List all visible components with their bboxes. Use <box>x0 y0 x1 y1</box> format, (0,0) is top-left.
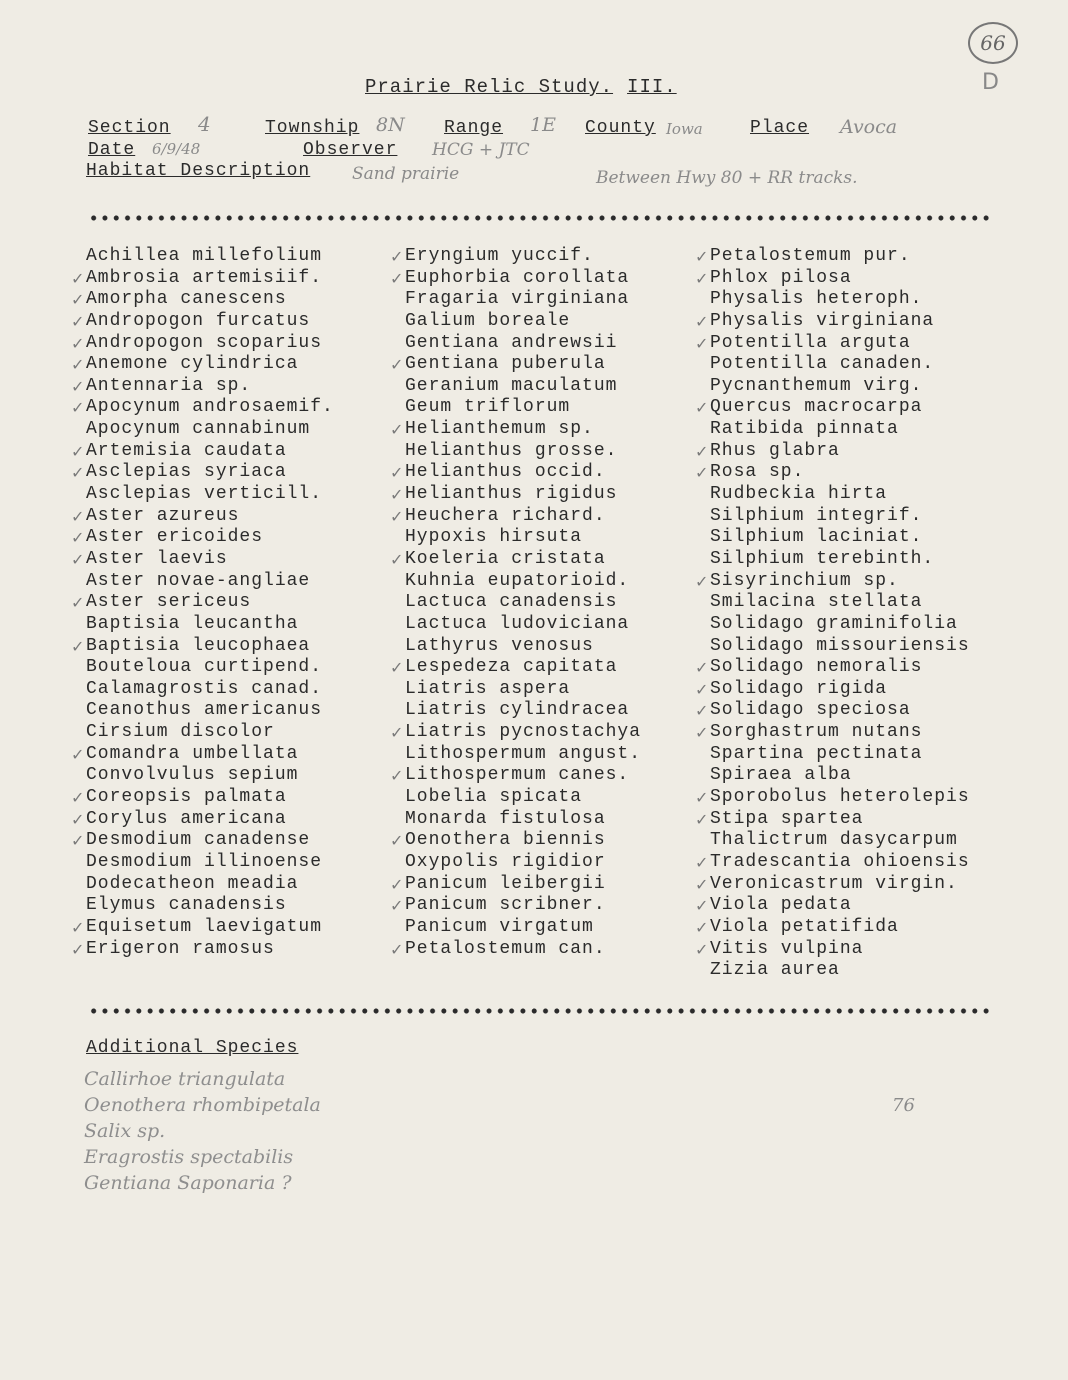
species-item: ✓ Antennaria sp. <box>86 376 334 398</box>
date-value: 6/9/48 <box>152 140 201 158</box>
corner-letter: D <box>982 70 999 95</box>
species-item: Geum triflorum <box>405 397 571 418</box>
section-value: 4 <box>198 112 211 136</box>
observer-label: Observer <box>303 140 398 160</box>
species-item: ✓ Eryngium yuccif. <box>405 246 641 268</box>
species-item: Liatris cylindracea <box>405 700 630 721</box>
species-item: ✓ Petalostemum pur. <box>710 246 970 268</box>
species-item: ✓ Asclepias syriaca <box>86 462 334 484</box>
species-item: ✓ Helianthemum sp. <box>405 419 641 441</box>
species-item: ✓ Panicum leibergii <box>405 874 641 896</box>
species-item: ✓ Veronicastrum virgin. <box>710 874 970 896</box>
species-item: ✓ Ambrosia artemisiif. <box>86 268 334 290</box>
species-item: Ratibida pinnata <box>710 419 899 440</box>
species-item: Spartina pectinata <box>710 743 923 764</box>
species-item: Monarda fistulosa <box>405 808 606 829</box>
species-item: Solidago graminifolia <box>710 613 958 634</box>
species-item: Lathyrus venosus <box>405 635 594 656</box>
species-item: Convolvulus sepium <box>86 765 299 786</box>
species-item: ✓ Helianthus rigidus <box>405 484 641 506</box>
species-item: Potentilla canaden. <box>710 354 935 375</box>
species-item: ✓ Lithospermum canes. <box>405 765 641 787</box>
species-item: ✓ Solidago rigida <box>710 679 970 701</box>
species-item: Lithospermum angust. <box>405 743 642 764</box>
species-item: ✓ Stipa spartea <box>710 809 970 831</box>
title-part: III. <box>627 76 677 98</box>
title-main: Prairie Relic Study. <box>365 76 614 98</box>
species-item: Gentiana andrewsii <box>405 332 618 353</box>
species-item: ✓ Vitis vulpina <box>710 939 970 961</box>
species-item: Pycnanthemum virg. <box>710 375 923 396</box>
county-label: County <box>585 118 656 138</box>
species-item: ✓ Panicum scribner. <box>405 895 641 917</box>
species-item: ✓ Corylus americana <box>86 809 334 831</box>
species-item: ✓ Physalis virginiana <box>710 311 970 333</box>
species-item: ✓ Sorghastrum nutans <box>710 722 970 744</box>
species-item: ✓ Rosa sp. <box>710 462 970 484</box>
species-item: ✓ Baptisia leucophaea <box>86 636 334 658</box>
species-item: Dodecatheon meadia <box>86 873 299 894</box>
species-column-1 <box>86 246 334 960</box>
section-label: Section <box>88 118 171 138</box>
species-item: ✓ Amorpha canescens <box>86 289 334 311</box>
species-item: ✓ Andropogon scoparius <box>86 333 334 355</box>
species-item: Helianthus grosse. <box>405 440 618 461</box>
species-item: ✓ Solidago nemoralis <box>710 657 970 679</box>
species-item: ✓ Aster sericeus <box>86 592 334 614</box>
species-item: ✓ Equisetum laevigatum <box>86 917 334 939</box>
county-value: Iowa <box>666 120 703 138</box>
additional-species-item: Gentiana Saponaria ? <box>84 1172 292 1194</box>
species-item: Physalis heteroph. <box>710 289 923 310</box>
species-item: ✓ Sporobolus heterolepis <box>710 787 970 809</box>
page-title <box>365 76 677 98</box>
dotted-divider-top <box>88 214 993 222</box>
additional-species-heading: Additional Species <box>86 1038 299 1058</box>
species-item: Zizia aurea <box>710 960 840 981</box>
range-value: 1E <box>530 114 556 136</box>
additional-species-item: Callirhoe triangulata <box>84 1068 286 1090</box>
species-item: Kuhnia eupatorioid. <box>405 570 630 591</box>
additional-species-item: Salix sp. <box>84 1120 166 1142</box>
species-item: Liatris aspera <box>405 678 571 699</box>
species-item: ✓ Artemisia caudata <box>86 441 334 463</box>
habitat-value: Sand prairie <box>352 164 460 184</box>
species-item: ✓ Petalostemum can. <box>405 939 641 961</box>
species-item: ✓ Gentiana puberula <box>405 354 641 376</box>
date-label: Date <box>88 140 136 160</box>
species-item: Rudbeckia hirta <box>710 484 888 505</box>
species-item: Hypoxis hirsuta <box>405 527 583 548</box>
species-item: ✓ Anemone cylindrica <box>86 354 334 376</box>
species-item: Geranium maculatum <box>405 375 618 396</box>
species-item: Desmodium illinoense <box>86 851 323 872</box>
species-item: ✓ Aster ericoides <box>86 527 334 549</box>
species-item: Solidago missouriensis <box>710 635 970 656</box>
species-column-3 <box>710 246 970 982</box>
place-value: Avoca <box>840 116 898 138</box>
circled-page-number: 66 <box>968 22 1018 64</box>
species-item: ✓ Koeleria cristata <box>405 549 641 571</box>
species-item: ✓ Apocynum androsaemif. <box>86 397 334 419</box>
species-item: Aster novae-angliae <box>86 570 311 591</box>
species-item: Smilacina stellata <box>710 592 923 613</box>
additional-species-list <box>84 1066 321 1196</box>
habitat-note: Between Hwy 80 + RR tracks. <box>596 168 858 188</box>
species-item: Silphium terebinth. <box>710 548 935 569</box>
species-item: Panicum virgatum <box>405 916 594 937</box>
species-item: ✓ Andropogon furcatus <box>86 311 334 333</box>
species-item: ✓ Oenothera biennis <box>405 830 641 852</box>
species-item: Apocynum cannabinum <box>86 419 311 440</box>
species-item: ✓ Heuchera richard. <box>405 506 641 528</box>
species-item: ✓ Viola petatifida <box>710 917 970 939</box>
additional-species-item: Eragrostis spectabilis <box>84 1146 294 1168</box>
township-value: 8N <box>376 114 405 136</box>
species-item: Lobelia spicata <box>405 787 583 808</box>
species-item: Achillea millefolium <box>86 246 323 266</box>
species-item: ✓ Aster laevis <box>86 549 334 571</box>
dotted-divider-bottom <box>88 1007 993 1015</box>
species-item: Ceanothus americanus <box>86 700 323 721</box>
species-item: Baptisia leucantha <box>86 613 299 634</box>
page-number: 76 <box>892 1095 915 1116</box>
species-item: ✓ Aster azureus <box>86 506 334 528</box>
species-item: Calamagrostis canad. <box>86 678 323 699</box>
species-item: Silphium integrif. <box>710 505 923 526</box>
habitat-label: Habitat Description <box>86 161 311 181</box>
species-item: Cirsium discolor <box>86 722 275 743</box>
species-item: Thalictrum dasycarpum <box>710 830 958 851</box>
township-label: Township <box>265 118 360 138</box>
species-item: Elymus canadensis <box>86 895 287 916</box>
species-item: ✓ Desmodium canadense <box>86 830 334 852</box>
species-item: Asclepias verticill. <box>86 484 323 505</box>
species-item: ✓ Sisyrinchium sp. <box>710 571 970 593</box>
species-item: ✓ Euphorbia corollata <box>405 268 641 290</box>
species-item: ✓ Viola pedata <box>710 895 970 917</box>
range-label: Range <box>444 118 504 138</box>
species-item: Fragaria virginiana <box>405 289 630 310</box>
species-item: Spiraea alba <box>710 765 852 786</box>
place-label: Place <box>750 118 810 138</box>
species-item: ✓ Lespedeza capitata <box>405 657 641 679</box>
species-item: ✓ Tradescantia ohioensis <box>710 852 970 874</box>
species-item: ✓ Liatris pycnostachya <box>405 722 641 744</box>
species-item: Bouteloua curtipend. <box>86 657 323 678</box>
species-item: Oxypolis rigidior <box>405 851 606 872</box>
species-item: Galium boreale <box>405 310 571 331</box>
species-item: ✓ Comandra umbellata <box>86 744 334 766</box>
species-item: Lactuca canadensis <box>405 592 618 613</box>
additional-species-item: Oenothera rhombipetala <box>84 1094 321 1116</box>
species-item: ✓ Erigeron ramosus <box>86 939 334 961</box>
species-item: ✓ Coreopsis palmata <box>86 787 334 809</box>
species-item: Lactuca ludoviciana <box>405 613 630 634</box>
species-item: Silphium laciniat. <box>710 527 923 548</box>
species-item: ✓ Phlox pilosa <box>710 268 970 290</box>
species-item: ✓ Potentilla arguta <box>710 333 970 355</box>
species-item: ✓ Solidago speciosa <box>710 700 970 722</box>
observer-value: HCG + JTC <box>432 140 530 160</box>
species-item: ✓ Quercus macrocarpa <box>710 397 970 419</box>
species-column-2 <box>405 246 641 960</box>
species-item: ✓ Helianthus occid. <box>405 462 641 484</box>
species-item: ✓ Rhus glabra <box>710 441 970 463</box>
